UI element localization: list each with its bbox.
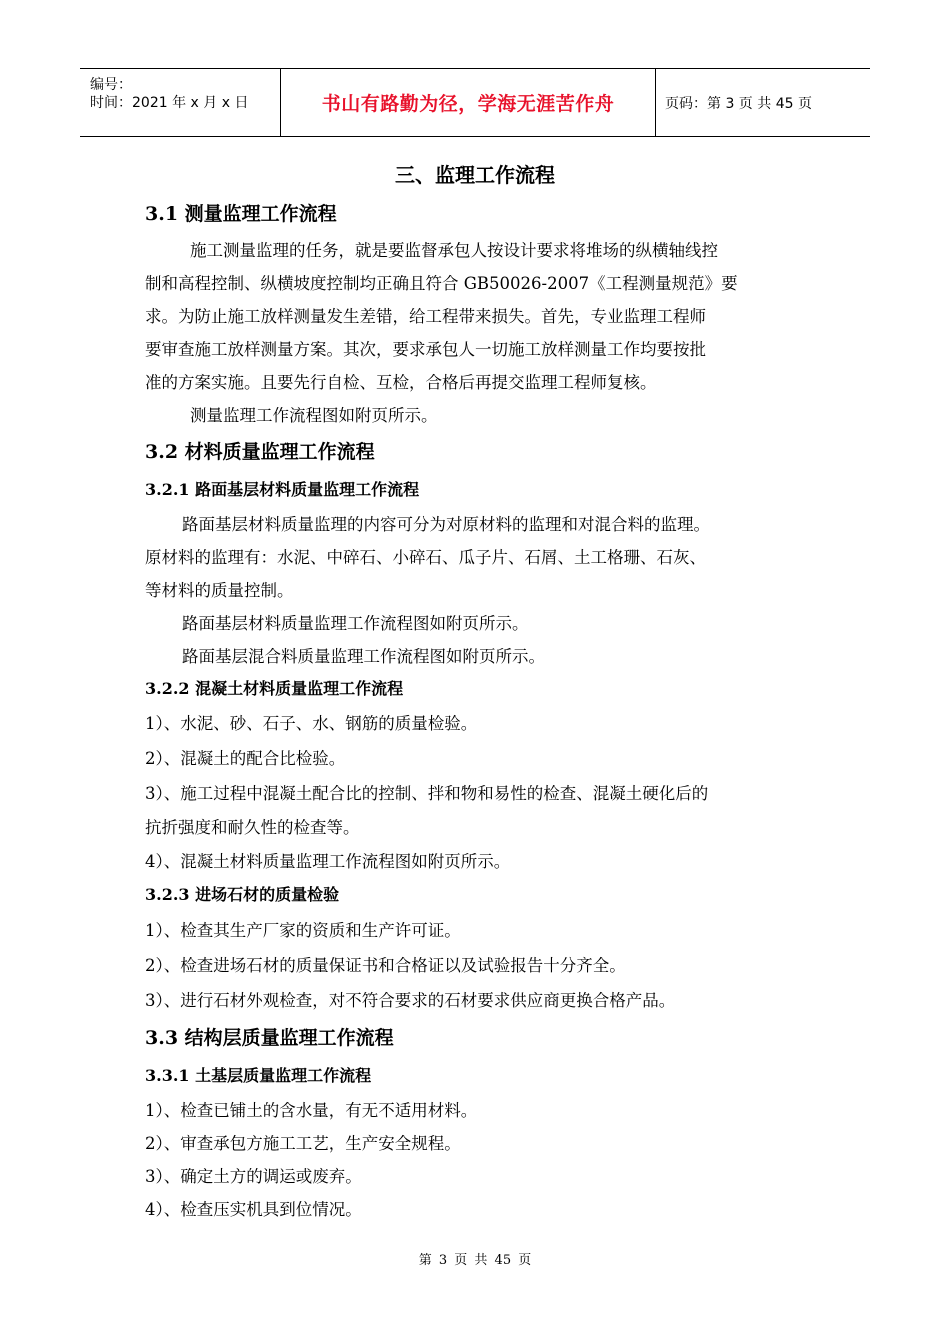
subsection-heading-3-3-1: 3.3.1 土基层质量监理工作流程 xyxy=(145,1066,372,1085)
paragraph-line: 施工测量监理的任务，就是要监督承包人按设计要求将堆场的纵横轴线控 xyxy=(190,241,718,260)
subsection-heading-3-2-3: 3.2.3 进场石材的质量检验 xyxy=(145,885,340,904)
list-item: 2）、检查进场石材的质量保证书和合格证以及试验报告十分齐全。 xyxy=(145,956,626,975)
list-item: 2）、审查承包方施工工艺，生产安全规程。 xyxy=(145,1134,461,1153)
list-item: 3）、施工过程中混凝土配合比的控制、拌和物和易性的检查、混凝土硬化后的 xyxy=(145,784,709,803)
list-item: 2）、混凝土的配合比检验。 xyxy=(145,749,346,768)
header-meta xyxy=(80,69,280,136)
subsection-heading-3-2-2: 3.2.2 混凝土材料质量监理工作流程 xyxy=(145,679,404,698)
subsection-heading-3-2-1: 3.2.1 路面基层材料质量监理工作流程 xyxy=(145,480,420,499)
page-header xyxy=(80,68,870,137)
time-label: 时间：2021 年 x 月 x 日 xyxy=(90,95,249,111)
motto: 书山有路勤为径，学海无涯苦作舟 xyxy=(321,93,615,115)
paragraph-line: 制和高程控制、纵横坡度控制均正确且符合 GB50026-2007《工程测量规范》要 xyxy=(145,274,738,293)
paragraph-line: 要审查施工放样测量方案。其次，要求承包人一切施工放样测量工作均要按批 xyxy=(145,340,706,359)
page-info: 页码：第 3 页 共 45 页 xyxy=(665,95,812,112)
section-heading-3-2: 3.2 材料质量监理工作流程 xyxy=(145,441,375,463)
list-item: 1）、水泥、砂、石子、水、钢筋的质量检验。 xyxy=(145,714,478,733)
paragraph-line: 等材料的质量控制。 xyxy=(145,581,294,600)
list-item: 3）、进行石材外观检查，对不符合要求的石材要求供应商更换合格产品。 xyxy=(145,991,676,1010)
section-heading-3-1: 3.1 测量监理工作流程 xyxy=(145,203,337,225)
paragraph-line: 路面基层混合料质量监理工作流程图如附页所示。 xyxy=(182,647,545,666)
paragraph-line: 原材料的监理有：水泥、中碎石、小碎石、瓜子片、石屑、土工格珊、石灰、 xyxy=(145,548,706,567)
paragraph-line: 路面基层材料质量监理的内容可分为对原材料的监理和对混合料的监理。 xyxy=(182,515,710,534)
list-item: 4）、混凝土材料质量监理工作流程图如附页所示。 xyxy=(145,852,511,871)
paragraph-line: 测量监理工作流程图如附页所示。 xyxy=(190,406,438,425)
paragraph-line: 求。为防止施工放样测量发生差错，给工程带来损失。首先，专业监理工程师 xyxy=(145,307,706,326)
paragraph-line: 准的方案实施。且要先行自检、互检，合格后再提交监理工程师复核。 xyxy=(145,373,657,392)
page-title: 三、监理工作流程 xyxy=(395,163,555,187)
page-footer: 第 3 页 共 45 页 xyxy=(418,1253,532,1268)
section-heading-3-3: 3.3 结构层质量监理工作流程 xyxy=(145,1027,394,1049)
paragraph-line: 路面基层材料质量监理工作流程图如附页所示。 xyxy=(182,614,529,633)
header-page-cell xyxy=(655,69,870,136)
list-item: 抗折强度和耐久性的检查等。 xyxy=(145,818,360,837)
list-item: 1）、检查其生产厂家的资质和生产许可证。 xyxy=(145,921,461,940)
list-item: 4）、检查压实机具到位情况。 xyxy=(145,1200,362,1219)
header-motto-cell xyxy=(280,69,656,136)
list-item: 1）、检查已铺土的含水量，有无不适用材料。 xyxy=(145,1101,478,1120)
list-item: 3）、确定土方的调运或废弃。 xyxy=(145,1167,362,1186)
number-label: 编号： xyxy=(90,77,132,93)
